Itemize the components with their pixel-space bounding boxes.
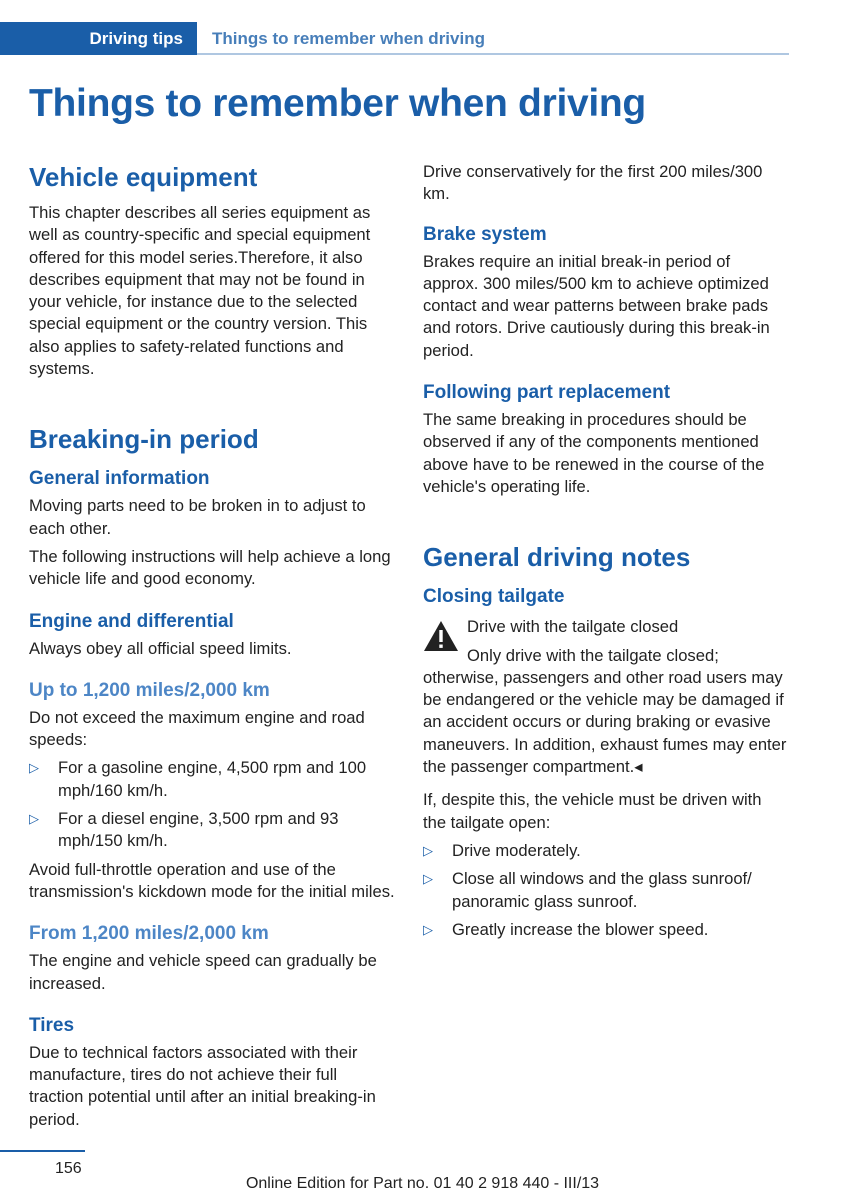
heading-vehicle-equipment: Vehicle equipment xyxy=(29,162,258,192)
triangle-right-icon: ▷ xyxy=(29,811,39,827)
page-number: 156 xyxy=(55,1160,82,1177)
list-item: ▷ Drive moderately. xyxy=(423,840,789,862)
engine-text: Always obey all official speed limits. xyxy=(29,638,292,658)
warning-title: Drive with the tailgate closed xyxy=(467,617,679,637)
heading-brake-system: Brake system xyxy=(423,223,547,245)
heading-following-replacement: Following part replacement xyxy=(423,382,671,404)
tires-text: Due to technical factors associated with their manufacture, tires do not achieve their full traction potential until after an initial breaking-in period. xyxy=(29,1042,376,1129)
heading-from-1200: From 1,200 miles/2,000 km xyxy=(29,923,269,945)
heading-engine-differential: Engine and differential xyxy=(29,610,234,632)
warning-triangle-icon xyxy=(423,620,459,652)
from-text: The engine and vehicle speed can gradually be increased. xyxy=(29,951,377,993)
heading-breaking-in: Breaking-in period xyxy=(29,424,259,455)
right-column xyxy=(423,161,789,941)
subsection-tab[interactable]: Things to remember when driving xyxy=(212,29,485,48)
page-title: Things to remember when driving xyxy=(29,82,646,125)
avoid-throttle-text: Avoid full-throttle operation and use of the transmission's kickdown mode for the initial miles. xyxy=(29,859,395,901)
left-column xyxy=(29,160,395,1131)
triangle-right-icon: ▷ xyxy=(29,760,39,776)
footer-divider xyxy=(0,1150,85,1152)
edition-note: Online Edition for Part no. 01 40 2 918 440 - III/13 xyxy=(245,1175,600,1192)
tailgate-open-list xyxy=(423,840,789,941)
tires-drive-text: Drive conservatively for the first 200 miles/300 km. xyxy=(423,162,763,204)
list-item: ▷ For a gasoline engine, 4,500 rpm and 100 mph/160 km/h. xyxy=(29,758,367,800)
heading-general-information: General information xyxy=(29,468,210,490)
heading-tires: Tires xyxy=(29,1014,75,1036)
warning-block xyxy=(423,616,789,778)
warning-text: Only drive with the tailgate closed; otherwise, passengers and other road users may be endangered or the vehicle may be damaged if an accident occurs or during braking or evasive maneuvers. In addition, exhaust fumes may enter the passenger compartment.◂ xyxy=(423,645,787,777)
list-item: ▷ Close all windows and the glass sunroof/ panoramic glass sunroof. xyxy=(423,869,752,911)
brake-text: Brakes require an initial break-in period of approx. 300 miles/500 km to achieve optimized contact and wear patterns between brake pads and rotors. Drive cautiously during this break-in period. xyxy=(423,251,770,360)
up-to-text: Do not exceed the maximum engine and road speeds: xyxy=(29,707,365,750)
heading-general-driving-notes: General driving notes xyxy=(423,542,691,573)
page-header xyxy=(0,0,845,56)
heading-closing-tailgate: Closing tailgate xyxy=(423,586,565,608)
general-info-text-2: The following instructions will help achieve a long vehicle life and good economy. xyxy=(29,546,391,589)
despite-text: If, despite this, the vehicle must be driven with the tailgate open: xyxy=(423,790,762,832)
speed-limits-list xyxy=(29,757,395,852)
triangle-right-icon: ▷ xyxy=(423,871,433,887)
following-text: The same breaking in procedures should be observed if any of the components mentioned above have to be renewed in the course of the vehicle's operating life. xyxy=(423,410,765,496)
section-tab[interactable]: Driving tips xyxy=(0,22,197,55)
heading-up-to-1200: Up to 1,200 miles/2,000 km xyxy=(29,679,270,701)
triangle-right-icon: ▷ xyxy=(423,842,433,858)
triangle-right-icon: ▷ xyxy=(423,921,433,937)
general-info-text-1: Moving parts need to be broken in to adjust to each other. xyxy=(29,496,366,538)
vehicle-equipment-text: This chapter describes all series equipment as well as country-specific and special equipment offered for this model series.Therefore, it also describes equipment that may not be found in your vehicle, for instance due to the selected special equipment or the country version. This also applies to safety-related functions and systems. xyxy=(29,203,371,379)
list-item: ▷ For a diesel engine, 3,500 rpm and 93 mph/150 km/h. xyxy=(29,809,339,851)
list-item: ▷ Greatly increase the blower speed. xyxy=(423,919,789,941)
header-divider xyxy=(197,53,789,55)
